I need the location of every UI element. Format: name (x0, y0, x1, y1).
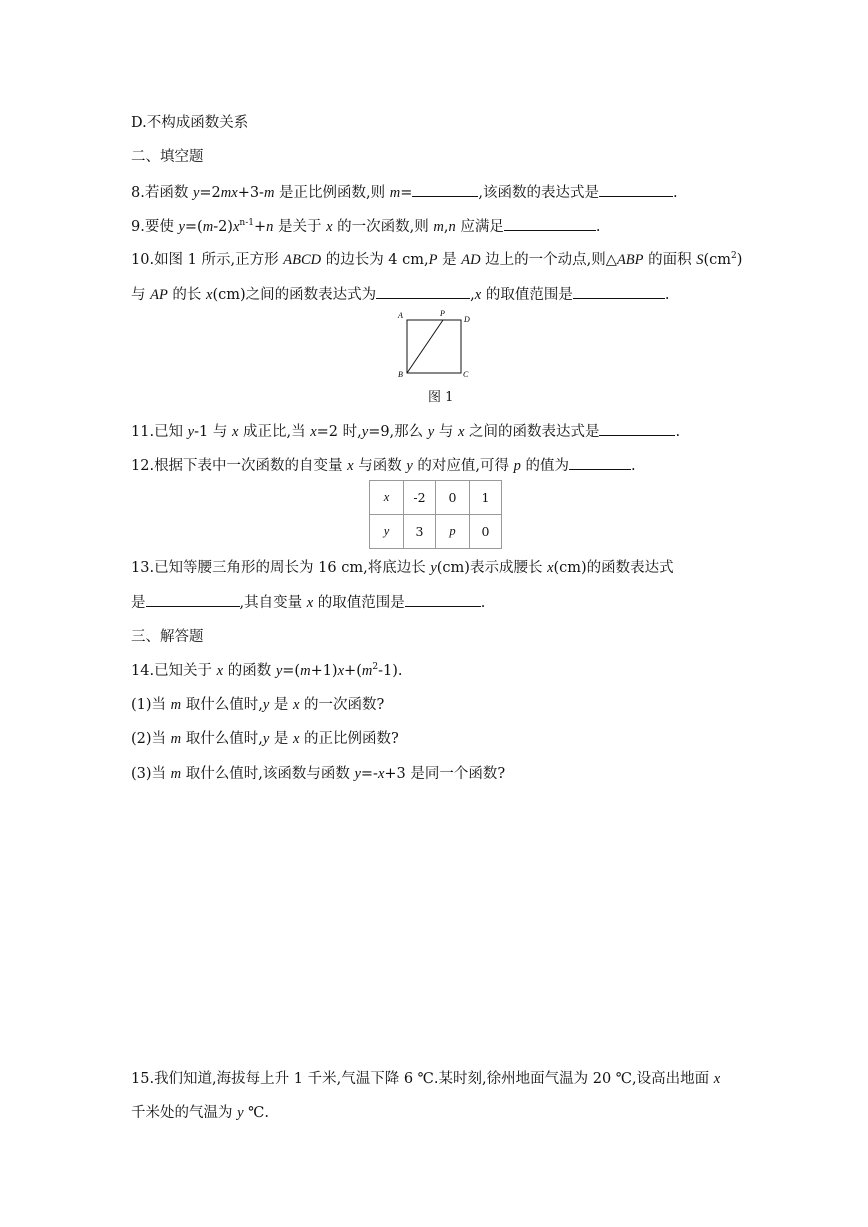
table-cell: p (436, 515, 470, 549)
value-table (369, 480, 502, 549)
answer-blank[interactable] (376, 284, 470, 299)
figure-1-caption: 图 1 (428, 390, 454, 405)
label-d: D (464, 315, 470, 324)
answer-blank[interactable] (146, 592, 240, 607)
table-cell: 0 (470, 515, 502, 549)
question-9: 9.要使 $y=(m-2)x^{n-1}+n$ 是关于 x 的一次函数,则 m,n 应满足 . (131, 216, 600, 237)
figure-1-square-diagram (395, 309, 480, 385)
answer-blank[interactable] (573, 284, 665, 299)
question-10-line-1: 10.如图 1 所示,正方形 ABCD 的边长为 4 cm,P 是 AD 边上的一个动点,则△ABP 的面积 $S(cm^2)$ (131, 251, 743, 268)
label-c: C (463, 370, 469, 379)
answer-blank[interactable] (599, 182, 673, 197)
question-14-part-3: (3)当 m 取什么值时,该函数与函数 y=-x+3 是同一个函数? (131, 766, 506, 782)
label-b: B (398, 370, 403, 379)
answer-blank[interactable] (504, 216, 596, 231)
question-10-line-2: 与 AP 的长 x(cm)之间的函数表达式为 ,x 的取值范围是 . (131, 284, 669, 305)
question-14-part-1: (1)当 m 取什么值时,y 是 x 的一次函数? (131, 697, 385, 713)
table-cell: 1 (470, 481, 502, 515)
question-14-part-2: (2)当 m 取什么值时,y 是 x 的正比例函数? (131, 731, 399, 747)
option-d: D.不构成函数关系 (131, 115, 249, 131)
question-12: 12.根据下表中一次函数的自变量 x 与函数 y 的对应值,可得 p 的值为 . (131, 455, 636, 476)
answer-blank[interactable] (569, 455, 631, 470)
question-8: 8.若函数 y=2mx+3-m 是正比例函数,则 m= ,该函数的表达式是 . (131, 182, 678, 203)
question-15-line-2: 千米处的气温为 y ℃. (131, 1105, 269, 1121)
table-row (370, 481, 502, 515)
answer-blank[interactable] (599, 421, 675, 436)
label-p: P (440, 309, 445, 318)
question-14-stem: 14.已知关于 x 的函数 $y=(m+1)x+(m^2-1)$. (131, 662, 403, 679)
table-cell: 3 (404, 515, 436, 549)
question-13-line-2: 是 ,其自变量 x 的取值范围是 . (131, 592, 485, 613)
answer-blank[interactable] (412, 182, 478, 197)
segment-bp (407, 320, 443, 373)
label-a: A (398, 311, 403, 320)
question-13-line-1: 13.已知等腰三角形的周长为 16 cm,将底边长 y(cm)表示成腰长 x(cm)的函数表达式 (131, 560, 674, 576)
table-cell: -2 (404, 481, 436, 515)
section-fill-in-title: 二、填空题 (131, 149, 204, 165)
table-cell: y (370, 515, 404, 549)
table-cell: 0 (436, 481, 470, 515)
square-abcd (407, 320, 461, 373)
table-row (370, 515, 502, 549)
table-cell: x (370, 481, 404, 515)
question-15-line-1: 15.我们知道,海拔每上升 1 千米,气温下降 6 ℃.某时刻,徐州地面气温为 20 ℃,设高出地面 x (131, 1071, 721, 1087)
answer-blank[interactable] (405, 592, 481, 607)
section-answer-title: 三、解答题 (131, 629, 204, 645)
question-11: 11.已知 y-1 与 x 成正比,当 x=2 时,y=9,那么 y 与 x 之间的函数表达式是 . (131, 421, 680, 442)
